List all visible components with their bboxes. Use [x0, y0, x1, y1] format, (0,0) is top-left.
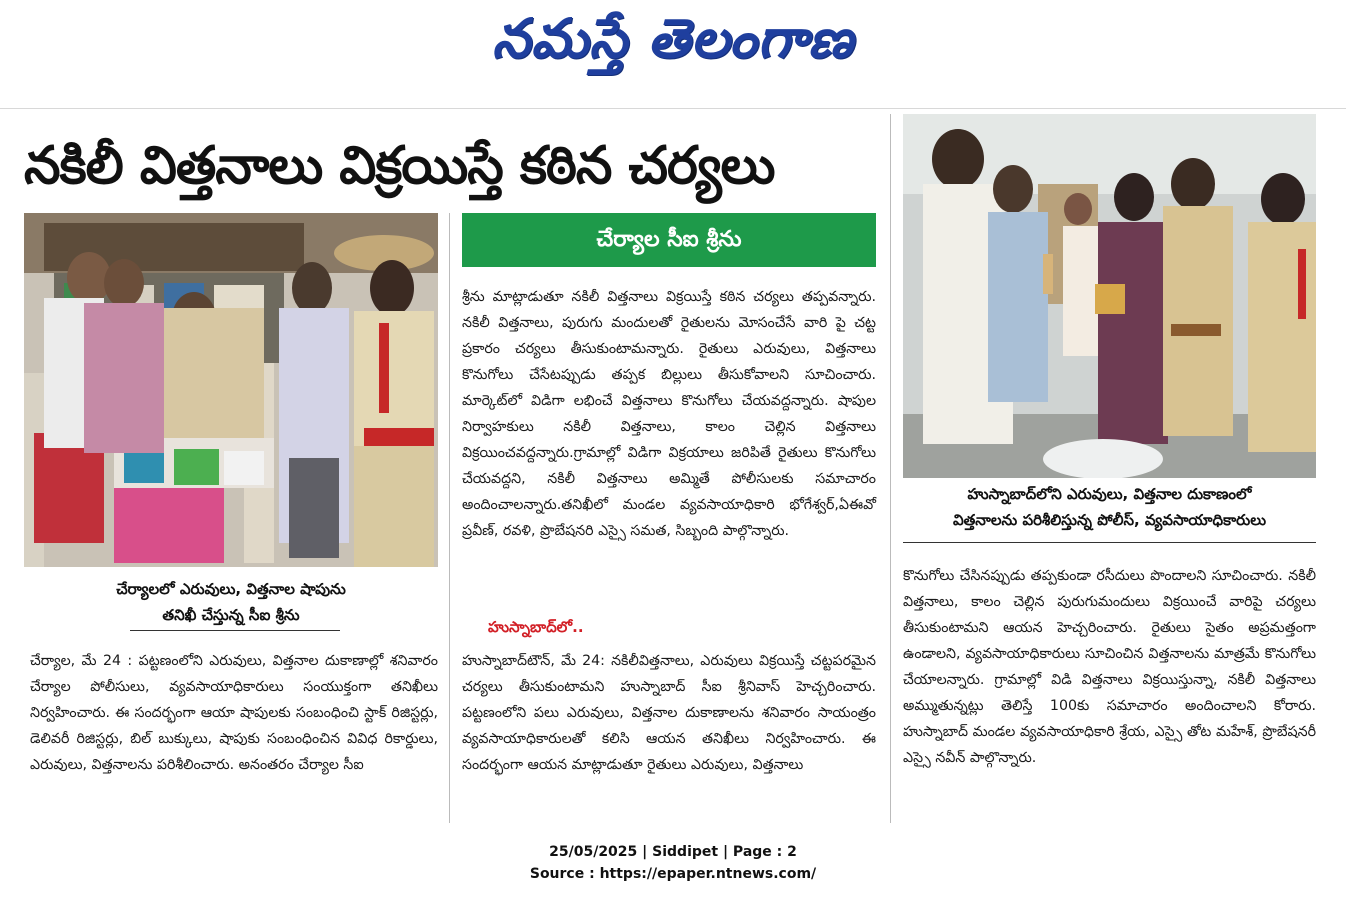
footer-edition-info: 25/05/2025 | Siddipet | Page : 2	[549, 844, 797, 860]
masthead	[0, 0, 1346, 78]
photo-cheryal-inspection	[24, 213, 438, 567]
footer-source	[0, 864, 1346, 884]
article-column-3: కొనుగోలు చేసినప్పుడు తప్పకుండా రసీదులు పొందాలని సూచించారు. నకిలీ విత్తనాలు, కాలం చెల్లిన పురుగుమందులు విక్రయించే వారిపై చర్యలు తీసుకుంటామని ఆయన హెచ్చరించారు. రైతులు సైతం అప్రమత్తంగా ఉండాలని, వ్యవసాయాధికారులు సూచించిన విత్తనాలను మాత్రమే కొనుగోలు చేయాలన్నారు. గ్రామాల్లో విడి విత్తనాలు విక్రయిస్తున్నా, నకిలీ విత్తనాలు అమ్ముతున్నట్లు తెలిస్తే 100కు సమాచారం అందించాలని కోరారు. హుస్నాబాద్ మండల వ్యవసాయాధికారి శ్రేయ, ఎస్సై తోట మహేశ్, ప్రొబేషనరీ ఎస్సై నవీన్ పాల్గొన్నారు.	[903, 568, 1316, 766]
caption-rule	[130, 630, 340, 631]
photo-caption-right	[903, 481, 1316, 533]
masthead-divider	[0, 108, 1346, 109]
caption-rule	[903, 542, 1316, 543]
caption-line: చేర్యాలలో ఎరువులు, విత్తనాల షాపును	[116, 580, 346, 598]
article-column-2-part-2: హుస్నాబాద్‌టౌన్, మే 24: నకిలీవిత్తనాలు, ఎరువులు విక్రయిస్తే చట్టపరమైన చర్యలు తీసుకుంటామని హుస్నాబాద్ సీఐ శ్రీనివాస్ హెచ్చరించారు. పట్టణంలోని పలు ఎరువులు, విత్తనాల దుకాణాలను శనివారం సాయంత్రం వ్యవసాయాధికారులతో కలిసి ఆయన తనిఖీలు నిర్వహించారు. ఈ సందర్భంగా ఆయన మాట్లాడుతూ రైతులు ఎరువులు, విత్తనాలు	[462, 653, 876, 773]
photo-caption-left	[24, 576, 438, 628]
dateline-husnabad: హుస్నాబాద్‌లో..	[488, 618, 584, 636]
article-column-2-part-1: శ్రీను మాట్లాడుతూ నకిలీ విత్తనాలు విక్రయిస్తే కఠిన చర్యలు తప్పవన్నారు. నకిలీ విత్తనాలు, పురుగు మందులతో రైతులను మోసంచేసే వారి పై చట్ట ప్రకారం చర్యలు తీసుకుంటామన్నారు. రైతులు ఎరువులు, విత్తనాలు కొనుగోలు చేసేటప్పుడు తప్పక బిల్లులు తీసుకోవాలని సూచించారు. మార్కెట్‌లో విడిగా లభించే విత్తనాలు కొనుగోలు చేయవద్దన్నారు. షాపుల నిర్వాహకులు నకిలీ విత్తనాలు, కాలం చెల్లిన విత్తనాలు విక్రయించవద్దన్నారు.గ్రామాల్లో విడిగా విక్రయాలు జరిపితే రైతులు కొనుగోలు చేయవద్దని, నకిలీ విత్తనాలు అమ్మితే పోలీసులకు సమాచారం అందించాలన్నారు.తనిఖీలో మండల వ్యవసాయాధికారి భోగేశ్వర్,ఏఈవో ప్రవీణ్, రవళి, ప్రొబేషనరి ఎస్సై సమత, సిబ్బంది పాల్గొన్నారు.	[462, 289, 876, 539]
source-link[interactable]: https://epaper.ntnews.com/	[599, 866, 817, 882]
article-column-1: చేర్యాల, మే 24 : పట్టణంలోని ఎరువులు, విత్తనాల దుకాణాల్లో శనివారం చేర్యాల పోలీసులు, వ్యవసాయాధికారులు సంయుక్తంగా తనిఖీలు నిర్వహించారు. ఈ సందర్భంగా ఆయా షాపులకు సంబంధించి స్టాక్ రిజిస్టర్లు, డెలివరీ రిజిస్టర్లు, బిల్ బుక్కులు, షాపుకు సంబంధించిన వివిధ రికార్డులు, ఎరువులు, విత్తనాలను పరిశీలించారు. అనంతరం చేర్యాల సీఐ	[30, 653, 438, 773]
caption-line: హుస్నాబాద్‌లోని ఎరువులు, విత్తనాల దుకాణంలో	[967, 485, 1252, 503]
column-divider	[449, 213, 450, 823]
column-divider	[890, 114, 891, 823]
caption-line: తనిఖీ చేస్తున్న సీఐ శ్రీను	[162, 606, 300, 624]
newspaper-logo: నమస్తే తెలంగాణ	[492, 6, 854, 70]
subhead-banner: చేర్యాల సీఐ శ్రీను	[462, 213, 876, 267]
caption-line: విత్తనాలను పరిశీలిస్తున్న పోలీస్, వ్యవసాయాధికారులు	[952, 511, 1267, 529]
headline: నకిలీ విత్తనాలు విక్రయిస్తే కఠిన చర్యలు	[24, 136, 775, 196]
source-label: Source :	[529, 866, 600, 882]
photo-husnabad-inspection	[903, 114, 1316, 478]
